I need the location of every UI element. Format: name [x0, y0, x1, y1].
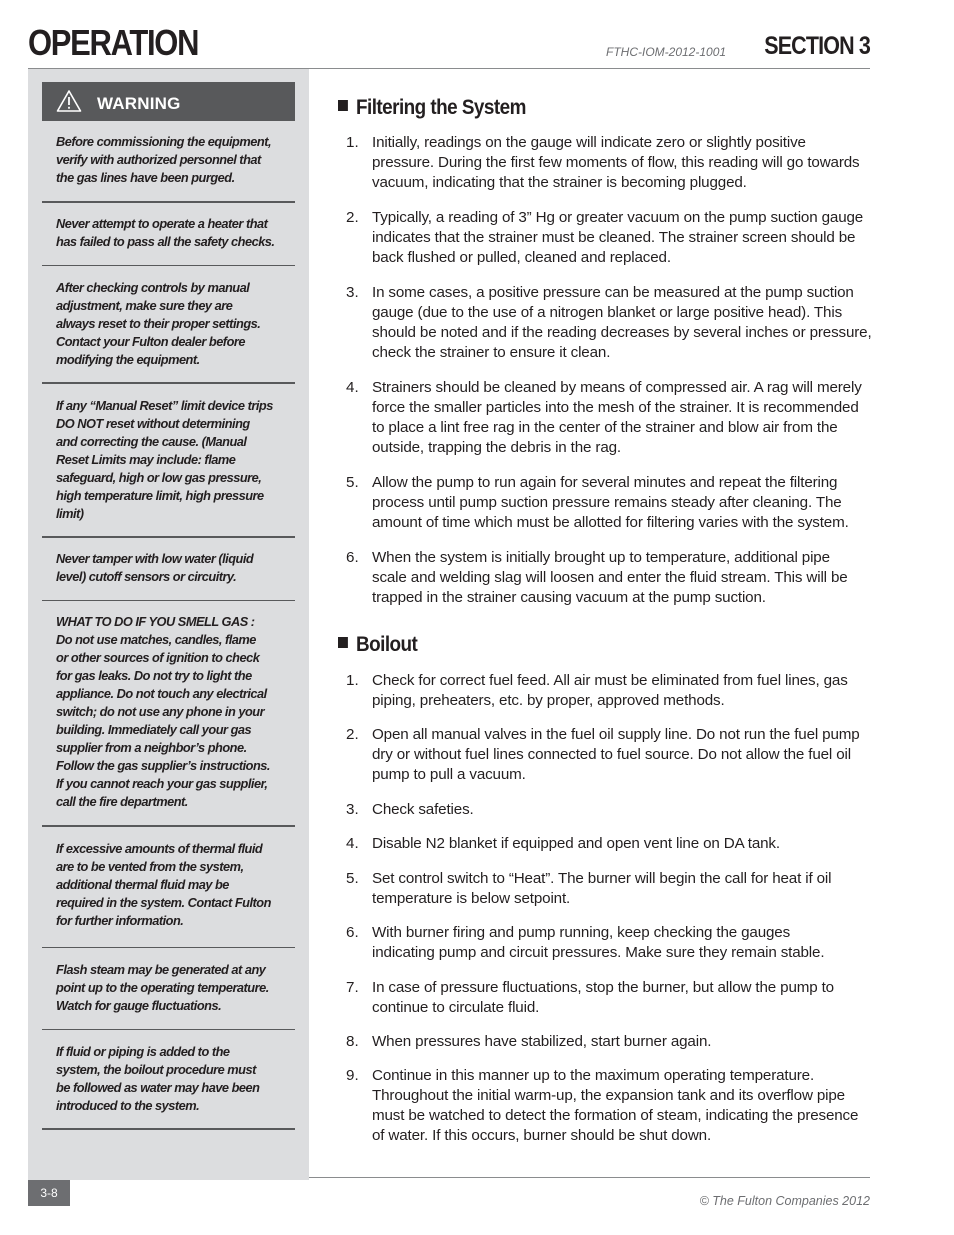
bullet-square-icon — [338, 100, 348, 111]
document-id: FTHC-IOM-2012-1001 — [606, 45, 727, 59]
warning-thermal-fluid: If excessive amounts of thermal fluid are to be vented from the system, additional thermal fluid may be required in the system. Contact Fulton for further information. — [42, 840, 295, 948]
warning-purge: Before commissioning the equipment, verify with authorized personnel that the gas lines have been purged. — [42, 133, 295, 203]
filtering-step-5: 5. Allow the pump to run again for several minutes and repeat the filtering process until pump suction pressure remains steady after cleaning. The amount of time which must be allotted for filtering varies with the system. — [346, 474, 849, 531]
boilout-heading: Boilout — [338, 633, 417, 657]
warning-controls-reset: After checking controls by manual adjustment, make sure they are always reset to their proper settings. Contact your Fulton dealer before modifying the equipment. — [42, 279, 295, 384]
page-title: OPERATION — [28, 22, 199, 63]
warning-header — [42, 82, 295, 121]
bullet-square-icon — [338, 637, 348, 648]
filtering-step-4: 4. Strainers should be cleaned by means of compressed air. A rag will merely force the smaller particles into the mesh of the strainer. It is recommended to place a lint free rag in the center of the strainer and blow air from the outside, trapping the debris in the rag. — [346, 379, 862, 456]
warning-triangle-icon — [56, 89, 82, 113]
boilout-step-1: 1. Check for correct fuel feed. All air must be eliminated from fuel lines, gas piping, preheaters, etc. by proper, approved methods. — [346, 672, 848, 709]
filtering-step-1: 1. Initially, readings on the gauge will indicate zero or slightly positive pressure. During the first few moments of flow, this reading will go towards vacuum, indicating that the strainer is becoming plugged. — [346, 134, 860, 191]
copyright: © The Fulton Companies 2012 — [699, 1194, 870, 1208]
section-label: SECTION 3 — [764, 32, 870, 60]
footer-rule — [309, 1177, 870, 1178]
boilout-step-3: 3. Check safeties. — [346, 801, 474, 818]
page-number: 3-8 — [28, 1180, 70, 1206]
filtering-step-3: 3. In some cases, a positive pressure can be measured at the pump suction gauge (due to the use of a nitrogen blanket or large positive head). This should be noted and if the reading decreases by several inches or pressure, check the strainer to ensure it clean. — [346, 284, 872, 361]
warning-boilout-required: If fluid or piping is added to the system, the boilout procedure must be followed as water may have been introduced to the system. — [42, 1043, 295, 1130]
filtering-step-6: 6. When the system is initially brought up to temperature, additional pipe scale and welding slag will loosen and enter the fluid stream. This will be trapped in the strainer causing vacuum at the pump suction. — [346, 549, 848, 606]
warning-flash-steam: Flash steam may be generated at any point up to the operating temperature. Watch for gauge fluctuations. — [42, 961, 295, 1030]
warning-manual-reset: If any “Manual Reset” limit device trips DO NOT reset without determining and correcting the cause. (Manual Reset Limits may include: flame safeguard, high or low gas pressure, high temperature limit, high pressure limit) — [42, 397, 295, 538]
filtering-step-2: 2. Typically, a reading of 3” Hg or greater vacuum on the pump suction gauge indicates that the strainer must be cleaned. The strainer screen should be back flushed or pulled, cleaned and replaced. — [346, 209, 864, 266]
boilout-step-5: 5. Set control switch to “Heat”. The burner will begin the call for heat if oil temperature is below setpoint. — [346, 870, 832, 907]
warning-label: WARNING — [97, 94, 181, 113]
filtering-heading: Filtering the System — [338, 96, 526, 120]
boilout-step-4: 4. Disable N2 blanket if equipped and open vent line on DA tank. — [346, 835, 780, 852]
warning-smell-gas: WHAT TO DO IF YOU SMELL GAS : Do not use matches, candles, flame or other sources of ignition to check for gas leaks. Do not try to light the appliance. Do not touch any electrical switch; do not use any phone in your building. Immediately call your gas supplier from a neighbor’s phone. Follow the gas supplier’s instructions. If you cannot reach your gas supplier, call the fire department. — [42, 613, 295, 827]
warning-cutoff-sensors: Never tamper with low water (liquid level) cutoff sensors or circuitry. — [42, 550, 295, 601]
boilout-step-8: 8. When pressures have stabilized, start burner again. — [346, 1033, 712, 1050]
warning-safety-checks: Never attempt to operate a heater that has failed to pass all the safety checks. — [42, 215, 295, 266]
boilout-step-7: 7. In case of pressure fluctuations, stop the burner, but allow the pump to continue to circulate fluid. — [346, 979, 834, 1016]
boilout-step-2: 2. Open all manual valves in the fuel oil supply line. Do not run the fuel pump dry or without fuel lines connected to fuel source. Do not allow the fuel oil pump to pull a vacuum. — [346, 726, 860, 783]
boilout-step-9: 9. Continue in this manner up to the maximum operating temperature. Throughout the initial warm-up, the expansion tank and its overflow pipe must be watched to detect the formation of steam, indicating the presence of water. If this occurs, burner should be shut down. — [346, 1067, 859, 1144]
boilout-step-6: 6. With burner firing and pump running, keep checking the gauges indicating pump and circuit pressures. Make sure they remain stable. — [346, 924, 825, 961]
